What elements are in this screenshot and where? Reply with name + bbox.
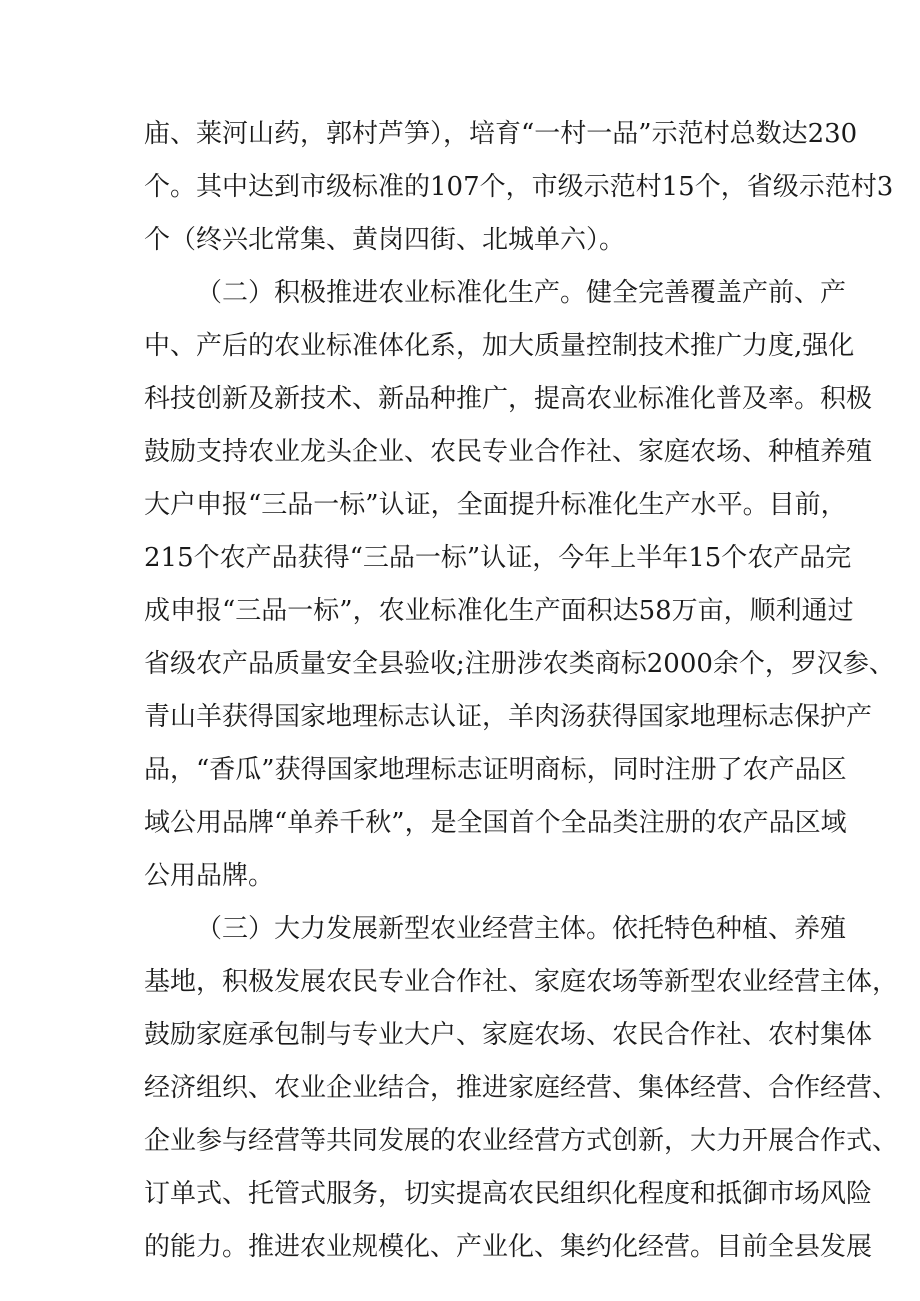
text-line: 省级农产品质量安全县验收;注册涉农类商标2000余个，罗汉参、	[144, 649, 895, 679]
text-line: 中、产后的农业标准体化系，加大质量控制技术推广力度,强化	[144, 331, 855, 361]
text-line: 215个农产品获得“三品一标”认证，今年上半年15个农产品完	[144, 543, 852, 573]
text-line: 鼓励支持农业龙头企业、农民专业合作社、家庭农场、种植养殖	[144, 437, 873, 467]
text-line: 的能力。推进农业规模化、产业化、集约化经营。目前全县发展	[144, 1232, 873, 1262]
text-line: 企业参与经营等共同发展的农业经营方式创新，大力开展合作式、	[144, 1126, 899, 1156]
text-line: 鼓励家庭承包制与专业大户、家庭农场、农民合作社、农村集体	[144, 1020, 873, 1050]
text-line: 订单式、托管式服务，切实提高农民组织化程度和抵御市场风险	[144, 1179, 873, 1209]
text-line: 成申报“三品一标”，农业标准化生产面积达58万亩，顺利通过	[144, 596, 854, 626]
text-line: 品，“香瓜”获得国家地理标志证明商标，同时注册了农产品区	[144, 755, 847, 785]
text-line: 庙、莱河山药，郭村芦笋），培育“一村一品”示范村总数达230	[144, 119, 858, 149]
text-line: 经济组织、农业企业结合，推进家庭经营、集体经营、合作经营、	[144, 1073, 899, 1103]
text-line: 科技创新及新技术、新品种推广，提高农业标准化普及率。积极	[144, 384, 873, 414]
text-line: 域公用品牌“单养千秋”，是全国首个全品类注册的农产品区域	[144, 808, 847, 838]
section-heading-line: （二）积极推进农业标准化生产。健全完善覆盖产前、产	[196, 278, 847, 308]
text-line: 个（终兴北常集、黄岗四街、北城单六）。	[144, 225, 626, 255]
text-line: 个。其中达到市级标准的107个，市级示范村15个，省级示范村3	[144, 172, 894, 202]
body-text	[144, 108, 899, 1274]
text-line: 大户申报“三品一标”认证，全面提升标准化生产水平。目前，	[144, 490, 847, 520]
text-line: 青山羊获得国家地理标志认证，羊肉汤获得国家地理标志保护产	[144, 702, 873, 732]
text-line: 公用品牌。	[144, 861, 275, 891]
section-heading-line: （三）大力发展新型农业经营主体。依托特色种植、养殖	[196, 914, 847, 944]
text-line: 基地，积极发展农民专业合作社、家庭农场等新型农业经营主体，	[144, 967, 899, 997]
